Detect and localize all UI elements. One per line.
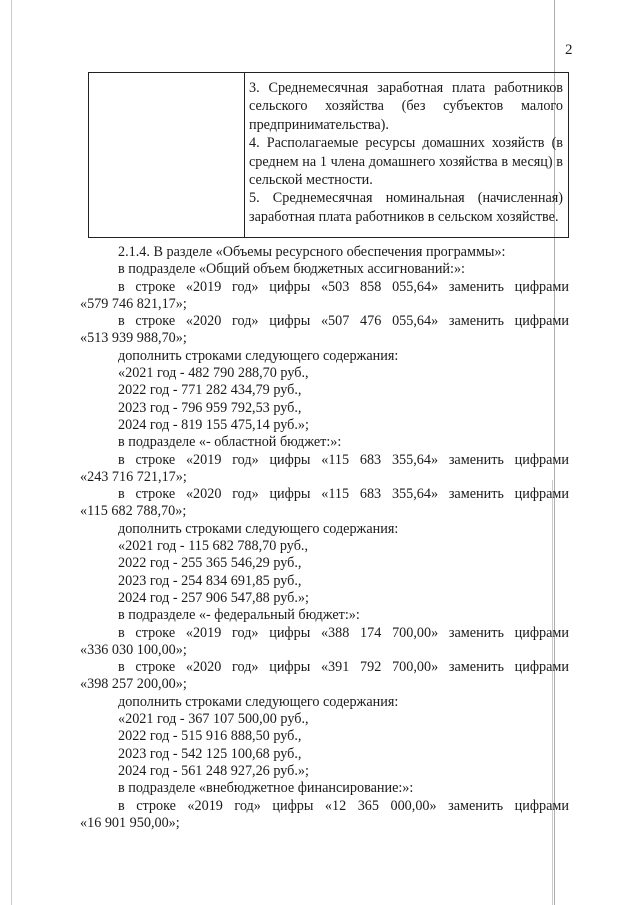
subsection-total: в подразделе «Общий объем бюджетных ассигнований:»: — [118, 261, 465, 278]
paragraph-line: «398 257 200,00»; — [80, 676, 187, 693]
table-fragment — [88, 72, 569, 238]
subsection-offbudget: в подразделе «внебюджетное финансирование:»: — [118, 780, 414, 797]
list-item: 2023 год - 542 125 100,68 руб., — [118, 745, 302, 762]
section-heading: 2.1.4. В разделе «Объемы ресурсного обеспечения программы»: — [118, 244, 506, 260]
paragraph-line: в строке «2019 год» цифры «12 365 000,00» заменить цифрами — [118, 797, 569, 814]
paragraph-line: в строке «2020 год» цифры «115 683 355,64» заменить цифрами — [118, 486, 569, 503]
paragraph-line: «336 030 100,00»; — [80, 641, 187, 658]
paragraph-line: дополнить строками следующего содержания: — [118, 520, 399, 537]
list-item: 2023 год - 254 834 691,85 руб., — [118, 572, 302, 589]
list-item: 2023 год - 796 959 792,53 руб., — [118, 399, 302, 416]
list-item: «2021 год - 482 790 288,70 руб., — [118, 365, 309, 382]
paragraph-line: «579 746 821,17»; — [80, 295, 187, 312]
subsection-regional: в подразделе «- областной бюджет:»: — [118, 434, 342, 451]
paragraph-line: «115 682 788,70»; — [80, 503, 187, 520]
list-item: 2022 год - 771 282 434,79 руб., — [118, 382, 302, 399]
list-item: «2021 год - 115 682 788,70 руб., — [118, 538, 309, 555]
table-cell-indicators — [249, 79, 563, 226]
paragraph-line: «16 901 950,00»; — [80, 814, 180, 831]
table-item-3: 3. Среднемесячная заработная плата работников сельского хозяйства (без субъектов малого предпринимательства). — [249, 80, 563, 133]
paragraph-line: «243 716 721,17»; — [80, 468, 187, 485]
table-item-5: 5. Среднемесячная номинальная (начисленная) заработная плата работников в сельском хозяйстве. — [249, 190, 563, 225]
paragraph-line: «513 939 988,70»; — [80, 330, 187, 347]
list-item: «2021 год - 367 107 500,00 руб., — [118, 711, 309, 728]
paragraph-line: в строке «2019 год» цифры «115 683 355,64» заменить цифрами — [118, 451, 569, 468]
list-item: 2022 год - 515 916 888,50 руб., — [118, 728, 302, 745]
paragraph-line: в строке «2020 год» цифры «507 476 055,64» заменить цифрами — [118, 313, 569, 330]
paragraph-line: дополнить строками следующего содержания: — [118, 693, 399, 710]
list-item: 2024 год - 561 248 927,26 руб.»; — [118, 762, 309, 779]
paragraph-line: в строке «2019 год» цифры «503 858 055,64» заменить цифрами — [118, 278, 569, 295]
paragraph-line: дополнить строками следующего содержания: — [118, 347, 399, 364]
scan-edge-left — [11, 0, 12, 905]
table-column-divider — [244, 73, 245, 237]
list-item: 2022 год - 255 365 546,29 руб., — [118, 555, 302, 572]
list-item: 2024 год - 257 906 547,88 руб.»; — [118, 589, 309, 606]
table-item-4: 4. Располагаемые ресурсы домашних хозяйств (в среднем на 1 члена домашнего хозяйства в месяц) в сельской местности. — [249, 135, 563, 189]
page-number: 2 — [565, 42, 573, 58]
paragraph-line: в строке «2019 год» цифры «388 174 700,00» заменить цифрами — [118, 624, 569, 641]
list-item: 2024 год - 819 155 475,14 руб.»; — [118, 416, 309, 433]
subsection-federal: в подразделе «- федеральный бюджет:»: — [118, 607, 360, 624]
document-body — [80, 244, 569, 832]
paragraph-line: в строке «2020 год» цифры «391 792 700,00» заменить цифрами — [118, 659, 569, 676]
